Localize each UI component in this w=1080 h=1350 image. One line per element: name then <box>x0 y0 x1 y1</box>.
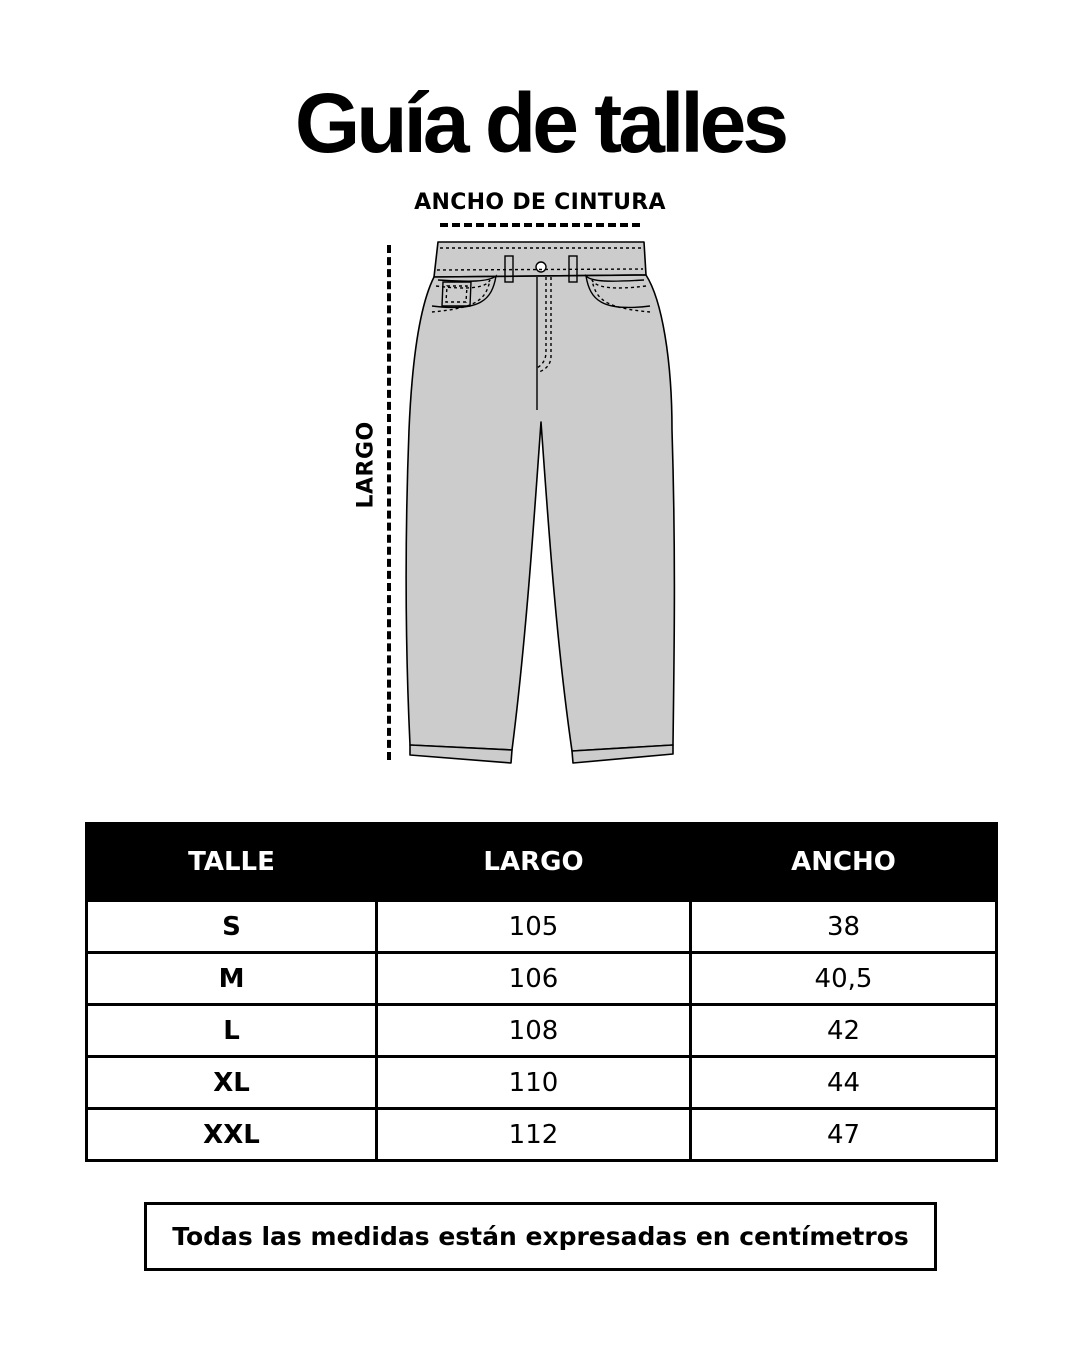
size-cell: XL <box>87 1057 377 1109</box>
ancho-cell: 38 <box>691 901 997 953</box>
ancho-cell: 44 <box>691 1057 997 1109</box>
table-header-row <box>87 824 997 901</box>
ancho-cell: 47 <box>691 1109 997 1161</box>
header-talle: TALLE <box>87 824 377 901</box>
table-row <box>87 1109 997 1161</box>
largo-cell: 108 <box>377 1005 691 1057</box>
waist-width-label: ANCHO DE CINTURA <box>414 190 666 215</box>
ancho-cell: 42 <box>691 1005 997 1057</box>
size-cell: XXL <box>87 1109 377 1161</box>
button <box>536 262 546 272</box>
largo-cell: 112 <box>377 1109 691 1161</box>
units-note: Todas las medidas están expresadas en centímetros <box>144 1202 937 1271</box>
table-row <box>87 953 997 1005</box>
size-cell: L <box>87 1005 377 1057</box>
largo-cell: 105 <box>377 901 691 953</box>
size-cell: M <box>87 953 377 1005</box>
ancho-cell: 40,5 <box>691 953 997 1005</box>
page-title: Guía de talles <box>294 76 786 170</box>
header-ancho: ANCHO <box>691 824 997 901</box>
size-table <box>85 822 998 1162</box>
table-row <box>87 901 997 953</box>
table-row <box>87 1057 997 1109</box>
largo-cell: 106 <box>377 953 691 1005</box>
pants-body <box>406 275 674 751</box>
length-label: LARGO <box>353 421 379 509</box>
size-cell: S <box>87 901 377 953</box>
header-largo: LARGO <box>377 824 691 901</box>
table-row <box>87 1005 997 1057</box>
largo-cell: 110 <box>377 1057 691 1109</box>
